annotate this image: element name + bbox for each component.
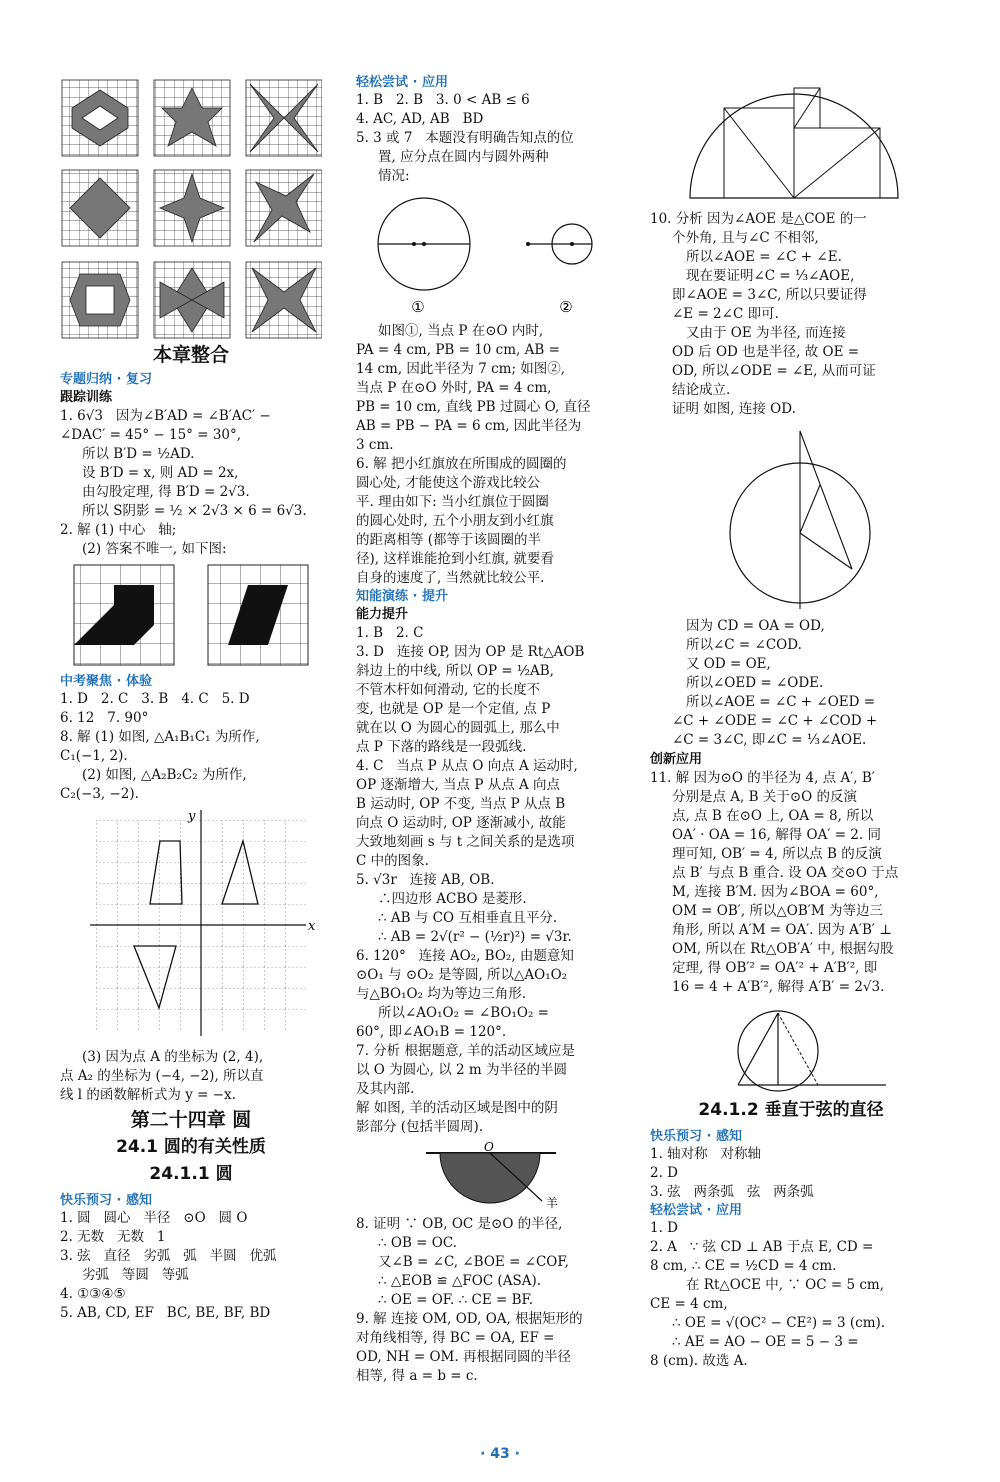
q10-proof-line: ∠C = 3∠C, 即∠C = ⅓∠AOE. — [672, 732, 867, 748]
q1-block — [60, 407, 322, 521]
q11-line: OM = OB′, 所以△OB′M 为等边三 — [672, 903, 883, 919]
q2-line: 2. 解 (1) 中心 轴; — [60, 522, 177, 538]
q8-line: 9. 解 连接 OM, OD, OA, 根据矩形的 — [356, 1311, 583, 1327]
ability-line: 5. √3r 连接 AB, OB. — [356, 872, 495, 888]
try-line: 置, 应分点在圆内与圆外两种 — [378, 149, 549, 165]
preview-line: 2. 无数 无数 1 — [60, 1229, 166, 1245]
try2-line: 8 (cm). 故选 A. — [650, 1353, 748, 1369]
q11-inversion-figure — [650, 1001, 932, 1093]
q10-line: 所以∠AOE = ∠C + ∠E. — [686, 249, 842, 265]
try2-line: 8 cm, ∴ CE = ½CD = 4 cm. — [650, 1258, 837, 1274]
q5-line: 14 cm, 因此半径为 7 cm; 如图②, — [356, 361, 566, 377]
q5-line: PA = 4 cm, PB = 10 cm, AB = — [356, 342, 560, 358]
preview-line: 5. AB, CD, EF BC, BE, BF, BD — [60, 1305, 271, 1321]
q10-line: 证明 如图, 连接 OD. — [672, 401, 796, 417]
q6-line: 圆心处, 才能使这个游戏比较公 — [356, 475, 541, 491]
ability-line: 与△BO₁O₂ 均为等边三角形. — [356, 986, 527, 1002]
q11-line: 11. 解 因为⊙O 的半径为 4, 点 A′, B′ — [650, 770, 875, 786]
q1-line: 由勾股定理, 得 B′D = 2√3. — [82, 484, 250, 500]
ability-line: B 运动时, OP 不变, 当点 P 从点 B — [356, 796, 566, 812]
q5-circles-figure — [356, 190, 624, 318]
try2-line: 2. A ∵ 弦 CD ⊥ AB 于点 E, CD = — [650, 1239, 874, 1255]
preview2-line: 3. 弦 两条弧 弦 两条弧 — [650, 1184, 814, 1200]
ability-line: 4. C 当点 P 从点 O 向点 A 运动时, — [356, 758, 578, 774]
ability-line: 6. 120° 连接 AO₂, BO₂, 由题意知 — [356, 948, 574, 964]
summary-title: 本章整合 — [152, 344, 229, 366]
ability-line: 7. 分析 根据题意, 羊的活动区域应是 — [356, 1043, 576, 1059]
preview-line: 3. 弦 直径 劣弧 弧 半圆 优弧 — [60, 1248, 277, 1264]
q10-proof-line: 所以∠AOE = ∠C + ∠OED = — [686, 694, 876, 710]
q10-proof-line: 所以∠OED = ∠ODE. — [686, 675, 824, 691]
exam-line: 6. 12 7. 90° — [60, 710, 149, 726]
symmetry-patterns-figure — [60, 78, 322, 340]
ability-line: 1. B 2. C — [356, 625, 424, 641]
q5-line: 当点 P 在⊙O 外时, PA = 4 cm, — [356, 380, 552, 396]
ability-line: 3. D 连接 OP, 因为 OP 是 Rt△AOB — [356, 644, 585, 660]
figure-label-1: ① — [411, 298, 425, 316]
q11-line: 16 = 4 + A′B′², 解得 A′B′ = 2√3. — [672, 979, 885, 995]
ability-line: 就在以 O 为圆心的圆弧上, 那么中 — [356, 720, 560, 736]
q1-line: ∠DAC′ = 45° − 15° = 30°, — [60, 427, 242, 443]
q2-line: (2) 答案不唯一, 如下图: — [82, 541, 227, 557]
exam-line: C₂(−3, −2). — [60, 786, 139, 802]
exam-line: 1. D 2. C 3. B 4. C 5. D — [60, 691, 250, 707]
q8-line: ∴ OB = OC. — [378, 1235, 457, 1251]
q10-line: 即∠AOE = 3∠C, 所以只要证得 — [672, 287, 867, 303]
q5-line: 如图①, 当点 P 在⊙O 内时, — [378, 323, 544, 339]
q11-line: OM, 所以在 Rt△OB′A′ 中, 根据勾股 — [672, 941, 894, 957]
q2-grid-figure — [60, 563, 322, 669]
q10-proof-line: 又 OD = OE, — [686, 656, 771, 672]
q10-proof-line: ∠C + ∠ODE = ∠C + ∠COD + — [672, 713, 878, 729]
ability-line: 以 O 为圆心, 以 2 m 为半径的半圆 — [356, 1062, 567, 1078]
q1-line: 设 B′D = x, 则 AD = 2x, — [82, 465, 239, 481]
section-title: 24.1 圆的有关性质 — [116, 1137, 266, 1157]
ability-line: OP 逐渐增大, 当点 P 从点 A 向点 — [356, 777, 561, 793]
ability-line: ∴ AB = 2√(r² − (½r)²) = √3r. — [378, 929, 572, 945]
chapter-title: 第二十四章 圆 — [130, 1109, 252, 1131]
tag-review: 专题归纳 · 复习 — [60, 372, 152, 387]
q8-end-line: 点 A₂ 的坐标为 (−4, −2), 所以直 — [60, 1068, 264, 1084]
ability-line: 及其内部. — [356, 1081, 415, 1097]
tag-preview: 快乐预习 · 感知 — [60, 1193, 152, 1208]
tag-preview-2: 快乐预习 · 感知 — [650, 1129, 742, 1144]
y-axis-label: y — [188, 809, 196, 824]
ability-line: C 中的图象. — [356, 853, 429, 869]
q6-line: 自身的速度了, 当然就比较公平. — [356, 570, 545, 586]
column-1 — [60, 74, 322, 1323]
q6-line: 的圆心处时, 五个小朋友到小红旗 — [356, 513, 554, 529]
try2-line: 1. D — [650, 1220, 678, 1236]
tag-skill: 知能演练 · 提升 — [356, 589, 448, 604]
try2-line: 在 Rt△OCE 中, ∵ OC = 5 cm, — [686, 1277, 885, 1293]
exam-line: (2) 如图, △A₂B₂C₂ 为所作, — [82, 767, 247, 783]
q8-line: OD, NH = OM. 再根据同圆的半径 — [356, 1349, 571, 1365]
tag-try: 轻松尝试 · 应用 — [356, 75, 448, 90]
sheep-label-o: O — [484, 1141, 494, 1154]
ability-line: 大致地刻画 s 与 t 之间关系的是选项 — [356, 834, 575, 850]
q10-line: 结论成立. — [672, 382, 731, 398]
q8-line: 又∠B = ∠C, ∠BOE = ∠COF, — [378, 1254, 569, 1270]
q11-line: 理可知, OB′ = 4, 所以点 B 的反演 — [672, 846, 882, 862]
try-line: 5. 3 或 7 本题没有明确告知点的位 — [356, 130, 574, 146]
ability-line: 不管木杆如何滑动, 它的长度不 — [356, 682, 541, 698]
exam-line: 8. 解 (1) 如图, △A₁B₁C₁ 为所作, — [60, 729, 260, 745]
q10-line: 个外角, 且与∠C 不相邻, — [672, 230, 819, 246]
ability-line: 向点 O 运动时, OP 逐渐减小, 故能 — [356, 815, 566, 831]
q8-end-line: 线 l 的函数解析式为 y = −x. — [60, 1087, 236, 1103]
q10-line: 10. 分析 因为∠AOE 是△COE 的一 — [650, 211, 867, 227]
semicircle-rectangles-figure — [650, 78, 932, 206]
q11-line: 定理, 得 OB′² = OA′² + A′B′², 即 — [672, 960, 878, 976]
ability-line: 影部分 (包括半圆周). — [356, 1119, 484, 1135]
q5-line: 3 cm. — [356, 437, 394, 453]
figure-label-2: ② — [559, 298, 573, 316]
q6-line: 径), 这样谁能抢到小红旗, 就要看 — [356, 551, 554, 567]
q1-line: 所以 B′D = ½AD. — [82, 446, 195, 462]
q8-line: 对角线相等, 得 BC = OA, EF = — [356, 1330, 555, 1346]
q6-line: 的距离相等 (都等于该圆圈的半 — [356, 532, 542, 548]
ability-line: 变, 也就是 OP 是一个定值, 点 P — [356, 701, 551, 717]
tag-exam: 中考聚焦 · 体验 — [60, 674, 152, 689]
q11-line: OA′ · OA = 16, 解得 OA′ = 2. 同 — [672, 827, 881, 843]
preview-line: 4. ①③④⑤ — [60, 1286, 126, 1302]
try2-line: ∴ OE = √(OC² − CE²) = 3 (cm). — [672, 1315, 886, 1331]
q11-line: 角形, 所以 A′M = OA′. 因为 A′B′ ⊥ — [672, 922, 892, 938]
column-2 — [356, 74, 624, 1386]
q8-line: ∴ △EOB ≌ △FOC (ASA). — [378, 1273, 542, 1289]
ability-line: 点 P 下落的路线是一段弧线. — [356, 739, 527, 755]
q11-line: M, 连接 B′M. 因为∠BOA = 60°, — [672, 884, 879, 900]
ability-line: ∴ AB 与 CO 互相垂直且平分. — [378, 910, 558, 926]
q10-line: OD 后 OD 也是半径, 故 OE = — [672, 344, 860, 360]
q11-line: 分别是点 A, B 关于⊙O 的反演 — [672, 789, 858, 805]
ability-line: 60°, 即∠AO₁B = 120°. — [356, 1024, 507, 1040]
try-line: 情况: — [378, 168, 410, 184]
q1-line: 1. 6√3 因为∠B′AD = ∠B′AC′ − — [60, 408, 271, 424]
preview-line: 劣弧 等圆 等弧 — [82, 1267, 189, 1283]
ability-line: ⊙O₁ 与 ⊙O₂ 是等圆, 所以△AO₁O₂ — [356, 967, 568, 983]
q1-line: 所以 S阴影 = ½ × 2√3 × 6 = 6√3. — [82, 503, 307, 519]
exam-line: C₁(−1, 2). — [60, 748, 128, 764]
q10-circle-figure — [650, 423, 932, 613]
try2-line: ∴ AE = AO − OE = 5 − 3 = — [672, 1334, 859, 1350]
subsection-title: 24.1.1 圆 — [149, 1164, 233, 1184]
sub-ability: 能力提升 — [356, 607, 409, 622]
ability-line: 斜边上的中线, 所以 OP = ½AB, — [356, 663, 554, 679]
preview-line: 1. 圆 圆心 半径 ⊙O 圆 O — [60, 1210, 248, 1226]
tag-try-2: 轻松尝试 · 应用 — [650, 1203, 742, 1218]
q10-proof-line: 所以∠C = ∠COD. — [686, 637, 802, 653]
q10-proof-line: 因为 CD = OA = OD, — [686, 618, 825, 634]
try-line: 4. AC, AD, AB BD — [356, 111, 484, 127]
ability-line: ∴四边形 ACBO 是菱形. — [378, 891, 527, 907]
column-3 — [650, 74, 932, 1371]
x-axis-label: x — [308, 919, 316, 934]
ability-line: 解 如图, 羊的活动区域是图中的阴 — [356, 1100, 558, 1116]
ability-line: 所以∠AO₁O₂ = ∠BO₁O₂ = — [378, 1005, 549, 1021]
q8-line: 相等, 得 a = b = c. — [356, 1368, 478, 1384]
preview2-line: 1. 轴对称 对称轴 — [650, 1146, 762, 1162]
sheep-label: 羊 — [546, 1196, 559, 1210]
q8-line: ∴ OE = OF. ∴ CE = BF. — [378, 1292, 534, 1308]
q11-line: 点 B′ 与点 B 重合. 设 OA 交⊙O 于点 — [672, 865, 899, 881]
q10-line: ∠E = 2∠C 即可. — [672, 306, 779, 322]
try2-line: CE = 4 cm, — [650, 1296, 728, 1312]
q10-line: 现在要证明∠C = ⅓∠AOE, — [686, 268, 855, 284]
try-line: 1. B 2. B 3. 0 < AB ≤ 6 — [356, 92, 530, 108]
page-number: · 43 · — [480, 1446, 520, 1462]
q5-line: AB = PB − PA = 6 cm, 因此半径为 — [356, 418, 582, 434]
q6-line: 平. 理由如下: 当小红旗位于圆圈 — [356, 494, 549, 510]
sub-innovation: 创新应用 — [650, 752, 703, 767]
coordinate-plane-figure — [60, 808, 322, 1044]
q10-line: 又由于 OE 为半径, 而连接 — [686, 325, 846, 341]
sub-track: 跟踪训练 — [60, 390, 113, 405]
q8-line: 8. 证明 ∵ OB, OC 是⊙O 的半径, — [356, 1216, 563, 1232]
sheep-area-figure — [356, 1141, 624, 1211]
q8-end-line: (3) 因为点 A 的坐标为 (2, 4), — [82, 1049, 264, 1065]
q6-line: 6. 解 把小红旗放在所围成的圆圈的 — [356, 456, 567, 472]
subsection-title-2: 24.1.2 垂直于弦的直径 — [698, 1100, 884, 1120]
q5-line: PB = 10 cm, 直线 PB 过圆心 O, 直径 — [356, 399, 591, 415]
q10-line: OD, 所以∠ODE = ∠E, 从而可证 — [672, 363, 876, 379]
q11-line: 点, 点 B 在⊙O 上, OA = 8, 所以 — [672, 808, 874, 824]
preview2-line: 2. D — [650, 1165, 678, 1181]
